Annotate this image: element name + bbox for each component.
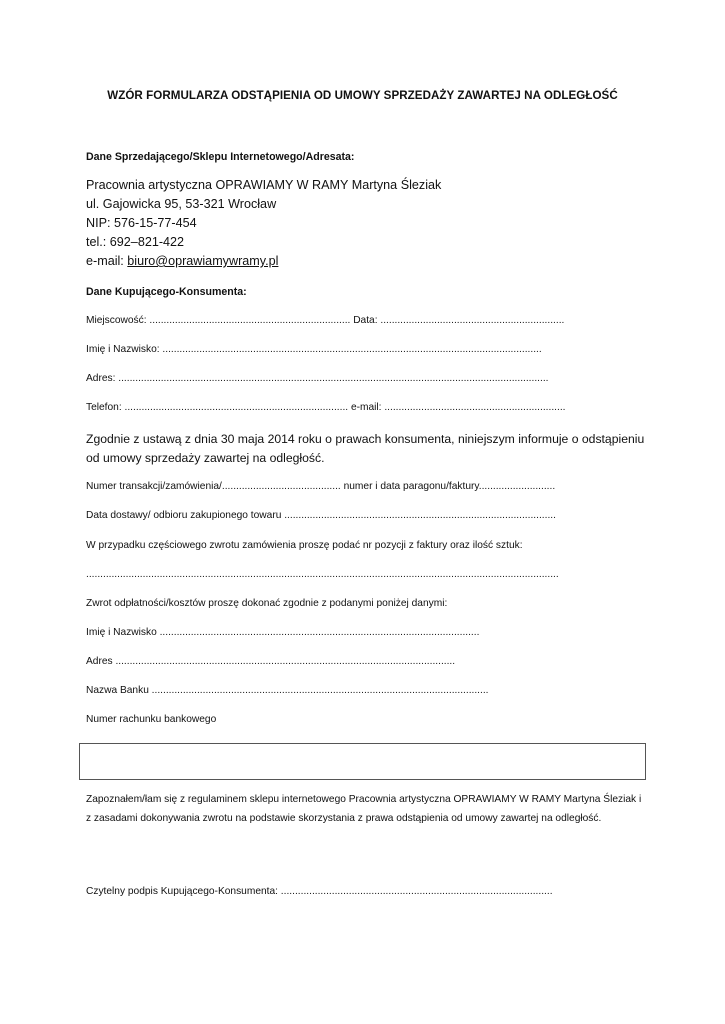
account-number-label: Numer rachunku bankowego [86,714,217,725]
buyer-name-field[interactable]: Imię i Nazwisko: ...................................................................................................................................... [86,344,542,355]
seller-email-row [86,252,441,271]
buyer-phone-email-field[interactable]: Telefon: ............................................................................... e-mail: ................................................................ [86,402,566,413]
order-transaction-field[interactable]: Numer transakcji/zamówienia/.......................................... numer i data paragonu/faktury........................... [86,481,556,492]
seller-nip: NIP: 576-15-77-454 [86,216,197,230]
terms-declaration: Zapoznałem/łam się z regulaminem sklepu internetowego Pracownia artystyczna OPRAWIAMY W RAMY Martyna Śleziak i z zasadami dokonywania zwrotu na podstawie skorzystania z prawa odstąpienia od umowy zawartej na odległość. [86,794,642,824]
seller-street: ul. Gajowicka 95, 53-321 Wrocław [86,197,277,211]
refund-name-field[interactable]: Imię i Nazwisko ................................................................................................................. [86,627,480,638]
seller-heading: Dane Sprzedającego/Sklepu Internetowego/Adresata: [86,151,355,163]
refund-address-field[interactable]: Adres ........................................................................................................................ [86,656,456,667]
buyer-place-date-field[interactable]: Miejscowość: ....................................................................... Data: ................................................................. [86,315,565,326]
seller-name: Pracownia artystyczna OPRAWIAMY W RAMY Martyna Śleziak [86,178,442,192]
seller-tel: tel.: 692–821-422 [86,235,185,249]
partial-return-field[interactable]: ....................................................................................................................................................................... [86,569,559,580]
order-delivery-field[interactable]: Data dostawy/ odbioru zakupionego towaru ................................................................................................ [86,510,556,521]
buyer-address-field[interactable]: Adres: ........................................................................................................................................................ [86,373,549,384]
seller-email-link[interactable]: biuro@oprawiamywramy.pl [127,254,279,268]
partial-return-label: W przypadku częściowego zwrotu zamówienia proszę podać nr pozycji z faktury oraz ilość sztuk: [86,540,523,551]
refund-bank-field[interactable]: Nazwa Banku ....................................................................................................................... [86,685,489,696]
seller-email-label: e-mail: [86,254,128,268]
document-title: WZÓR FORMULARZA ODSTĄPIENIA OD UMOWY SPRZEDAŻY ZAWARTEJ NA ODLEGŁOŚĆ [107,89,618,102]
account-number-box[interactable] [79,743,646,780]
buyer-heading: Dane Kupującego-Konsumenta: [86,286,247,298]
withdrawal-statement: Zgodnie z ustawą z dnia 30 maja 2014 roku o prawach konsumenta, niniejszym informuje o odstąpieniu od umowy sprzedaży zawartej na odległość. [86,432,645,465]
signature-field[interactable]: Czytelny podpis Kupującego-Konsumenta: ................................................................................................ [86,886,553,897]
refund-intro: Zwrot odpłatności/kosztów proszę dokonać zgodnie z podanymi poniżej danymi: [86,598,448,609]
seller-block [86,176,441,271]
